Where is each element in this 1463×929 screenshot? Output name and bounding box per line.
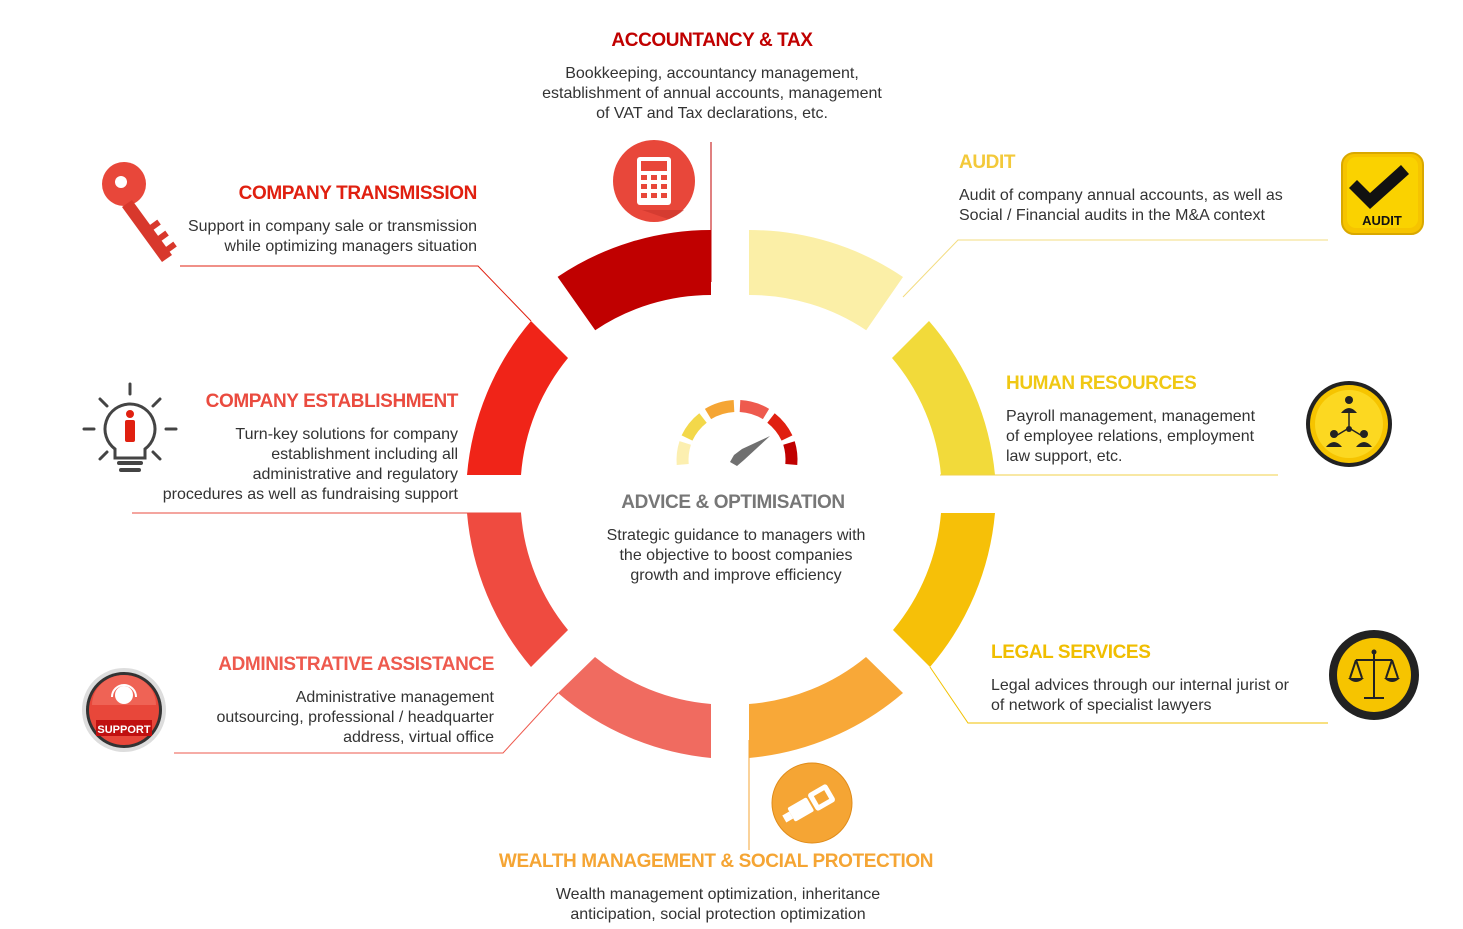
admin-title: ADMINISTRATIVE ASSISTANCE bbox=[218, 654, 494, 675]
ring-segment-wealth bbox=[749, 657, 903, 758]
center-description: Strategic guidance to managers with the objective to boost companies growth and improve efficiency bbox=[606, 527, 866, 584]
ring-segment-establishment-upper bbox=[467, 321, 568, 475]
ring-segment-audit bbox=[749, 230, 903, 330]
ring-segment-admin bbox=[558, 657, 711, 758]
legal-description: Legal advices through our internal jurist or of network of specialist lawyers bbox=[991, 677, 1289, 714]
hr-title: HUMAN RESOURCES bbox=[1006, 373, 1197, 394]
speedometer-icon bbox=[683, 406, 792, 466]
seatbelt-buckle-icon bbox=[772, 763, 852, 843]
team-network-icon bbox=[1306, 381, 1392, 467]
ring-segment-establishment-lower bbox=[467, 513, 568, 667]
accountancy-title: ACCOUNTANCY & TAX bbox=[611, 30, 813, 51]
audit-description: Audit of company annual accounts, as well as Social / Financial audits in the M&A context bbox=[959, 187, 1283, 224]
center-title: ADVICE & OPTIMISATION bbox=[621, 492, 845, 513]
accountancy-description: Bookkeeping, accountancy management, establishment of annual accounts, management of VAT and Tax declarations, etc. bbox=[542, 65, 882, 122]
calculator-icon bbox=[613, 140, 695, 222]
connector-audit bbox=[903, 240, 1328, 297]
scales-of-justice-icon bbox=[1329, 630, 1419, 720]
support-headset-icon bbox=[82, 668, 166, 752]
wealth-description: Wealth management optimization, inheritance anticipation, social protection optimization bbox=[555, 886, 881, 923]
establishment-title: COMPANY ESTABLISHMENT bbox=[205, 391, 458, 412]
support-icon-label: SUPPORT bbox=[97, 724, 151, 736]
transmission-description: Support in company sale or transmission while optimizing managers situation bbox=[187, 218, 477, 255]
ring-segment-hr bbox=[892, 321, 995, 475]
hr-description: Payroll management, management of employee relations, employment law support, etc. bbox=[1006, 408, 1256, 465]
audit-icon-label: AUDIT bbox=[1362, 213, 1402, 228]
ring-segment-accountancy bbox=[558, 230, 711, 330]
admin-description: Administrative management outsourcing, professional / headquarter address, virtual office bbox=[216, 689, 494, 746]
audit-checkmark-icon bbox=[1342, 153, 1423, 234]
establishment-description: Turn-key solutions for company establishment including all administrative and regulatory procedures as well as fundraising support bbox=[162, 426, 458, 503]
connector-transmission bbox=[180, 266, 531, 321]
wealth-title: WEALTH MANAGEMENT & SOCIAL PROTECTION bbox=[498, 851, 934, 872]
transmission-title: COMPANY TRANSMISSION bbox=[238, 183, 477, 204]
audit-title: AUDIT bbox=[959, 152, 1016, 173]
legal-title: LEGAL SERVICES bbox=[991, 642, 1151, 663]
